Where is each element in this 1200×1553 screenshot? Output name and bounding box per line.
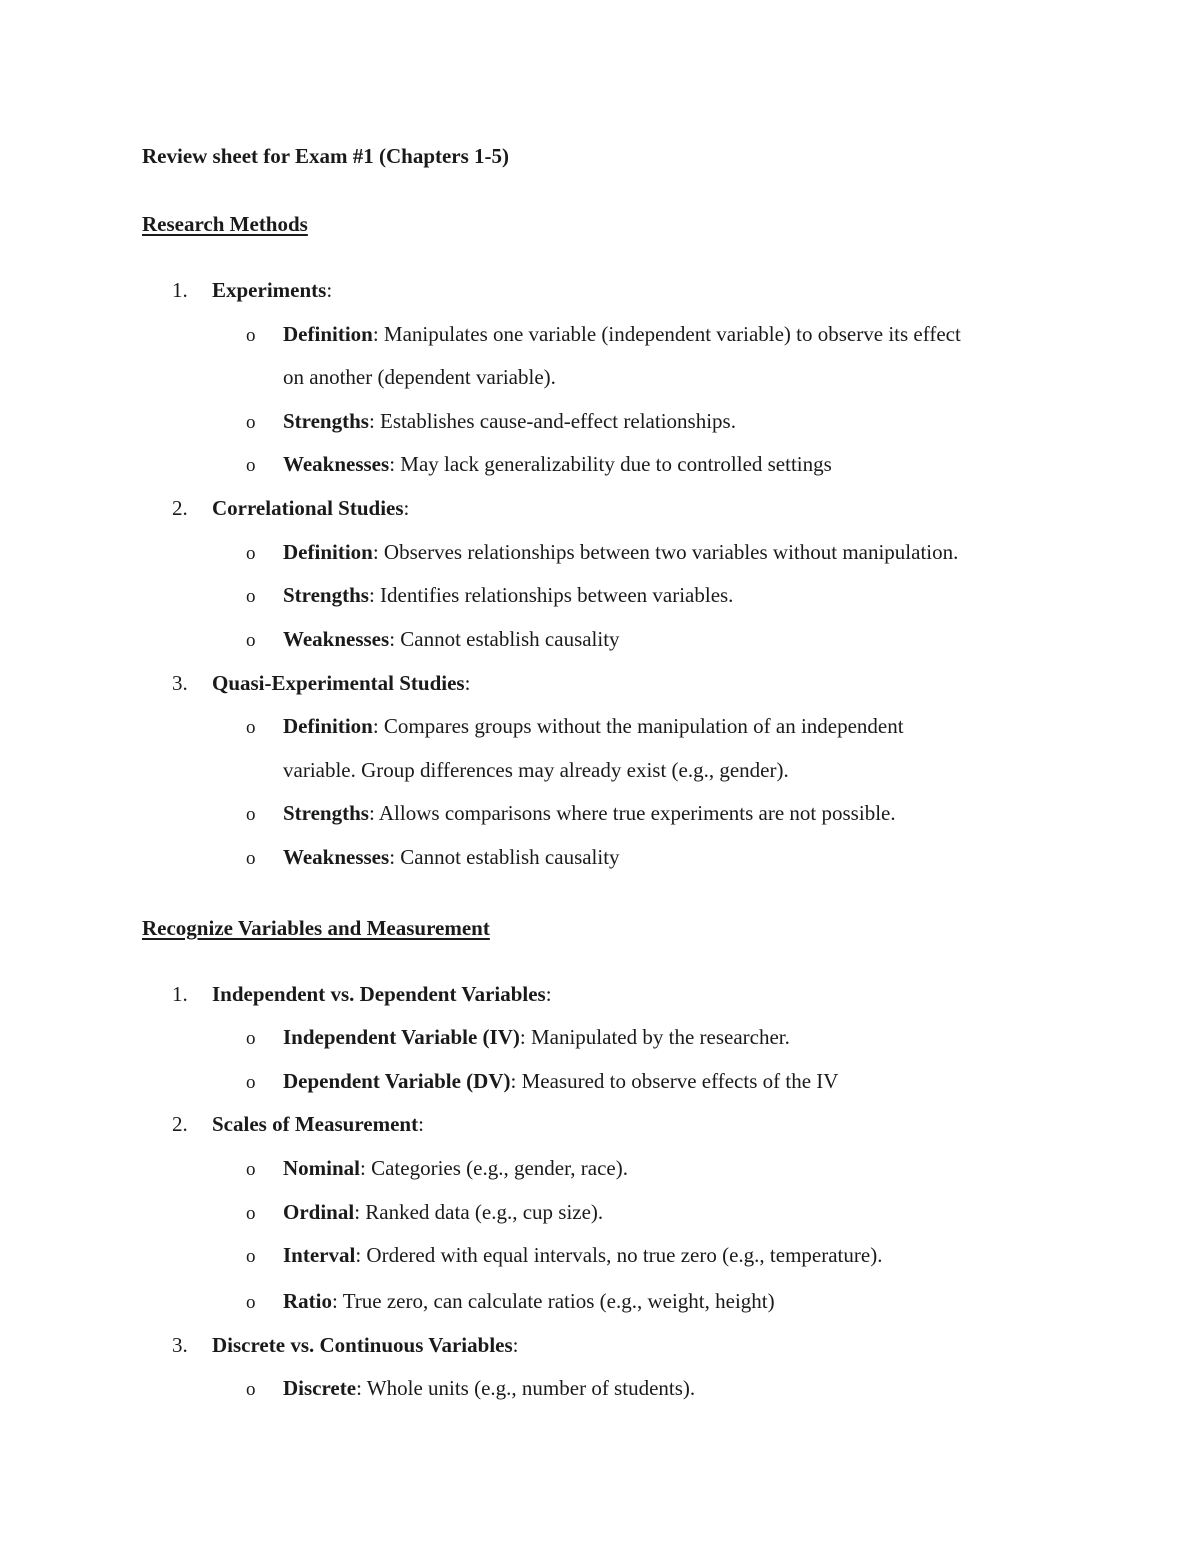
- list-item-discrete-continuous: [172, 1330, 519, 1360]
- bullet-icon: o: [246, 1292, 256, 1313]
- list-suffix: :: [326, 278, 333, 302]
- bullet-continuation: on another (dependent variable).: [283, 365, 556, 389]
- list-suffix: :: [418, 1112, 424, 1136]
- bullet-icon: o: [246, 586, 256, 607]
- bullet-text: : Ranked data (e.g., cup size).: [354, 1200, 604, 1224]
- bullet-text: : Manipulated by the researcher.: [519, 1025, 790, 1049]
- bullet-item: [246, 1373, 695, 1405]
- bullet-icon: o: [246, 717, 256, 738]
- bullet-item: [246, 1022, 790, 1054]
- bullet-text: : Whole units (e.g., number of students).: [356, 1376, 696, 1400]
- bullet-icon: o: [246, 1246, 256, 1267]
- bullet-item: [246, 537, 958, 569]
- bullet-term: Weaknesses: [283, 452, 390, 476]
- bullet-icon: o: [246, 455, 256, 476]
- bullet-item: [246, 842, 620, 874]
- list-suffix: :: [464, 671, 471, 695]
- bullet-icon: o: [246, 630, 256, 651]
- section-heading-research-methods: Research Methods: [142, 212, 308, 236]
- list-item-experiments: [172, 275, 332, 305]
- bullet-term: Dependent Variable (DV): [283, 1069, 511, 1093]
- bullet-icon: o: [246, 804, 256, 825]
- bullet-term: Weaknesses: [283, 627, 390, 651]
- list-item-correlational-studies: [172, 493, 409, 523]
- list-label: Discrete vs. Continuous Variables: [212, 1333, 513, 1357]
- bullet-text: : Compares groups without the manipulation of an independent: [372, 714, 904, 738]
- list-suffix: :: [403, 496, 410, 520]
- document-title: Review sheet for Exam #1 (Chapters 1-5): [142, 144, 510, 168]
- list-label: Correlational Studies: [212, 496, 404, 520]
- bullet-text: : Manipulates one variable (independent variable) to observe its effect: [372, 322, 961, 346]
- list-number: 2.: [172, 1112, 188, 1136]
- list-item-scales-of-measurement: [172, 1109, 424, 1139]
- bullet-icon: o: [246, 543, 256, 564]
- bullet-item: [246, 406, 736, 438]
- list-item-independent-dependent: [172, 979, 552, 1009]
- bullet-term: Discrete: [283, 1376, 357, 1400]
- bullet-item: [246, 449, 832, 481]
- bullet-text: : Ordered with equal intervals, no true zero (e.g., temperature).: [355, 1243, 883, 1267]
- list-number: 1.: [172, 278, 188, 302]
- bullet-item: [246, 319, 961, 351]
- bullet-term: Strengths: [283, 409, 369, 433]
- bullet-text: : Cannot establish causality: [389, 845, 620, 869]
- bullet-icon: o: [246, 1379, 256, 1400]
- bullet-text: : Allows comparisons where true experiments are not possible.: [368, 801, 896, 825]
- bullet-term: Interval: [283, 1243, 356, 1267]
- bullet-item: [246, 1197, 603, 1229]
- bullet-term: Definition: [283, 540, 373, 564]
- list-suffix: :: [512, 1333, 519, 1357]
- bullet-icon: o: [246, 1028, 256, 1049]
- bullet-term: Strengths: [283, 801, 369, 825]
- list-number: 3.: [172, 671, 188, 695]
- bullet-term: Independent Variable (IV): [283, 1025, 520, 1049]
- bullet-text: : May lack generalizability due to controlled settings: [389, 452, 832, 476]
- bullet-text: : Establishes cause-and-effect relationships.: [368, 409, 736, 433]
- bullet-item: [246, 580, 733, 612]
- section-heading-variables-measurement: Recognize Variables and Measurement: [142, 916, 490, 940]
- list-label: Experiments: [212, 278, 327, 302]
- list-number: 2.: [172, 496, 188, 520]
- bullet-term: Strengths: [283, 583, 369, 607]
- list-label: Scales of Measurement: [212, 1112, 419, 1136]
- bullet-item: [246, 711, 904, 743]
- list-number: 1.: [172, 982, 188, 1006]
- bullet-term: Nominal: [283, 1156, 361, 1180]
- list-label: Quasi-Experimental Studies: [212, 671, 465, 695]
- bullet-term: Weaknesses: [283, 845, 390, 869]
- bullet-icon: o: [246, 1159, 256, 1180]
- bullet-term: Ratio: [283, 1289, 332, 1313]
- bullet-icon: o: [246, 1072, 256, 1093]
- bullet-icon: o: [246, 412, 256, 433]
- bullet-item: [246, 1066, 838, 1098]
- bullet-text: : True zero, can calculate ratios (e.g., weight, height): [332, 1289, 775, 1313]
- bullet-icon: o: [246, 325, 256, 346]
- bullet-text: : Identifies relationships between variables.: [368, 583, 734, 607]
- bullet-term: Definition: [283, 714, 373, 738]
- bullet-item: [246, 624, 620, 656]
- bullet-item: [246, 1153, 628, 1185]
- bullet-text: : Measured to observe effects of the IV: [510, 1069, 839, 1093]
- bullet-continuation: variable. Group differences may already exist (e.g., gender).: [283, 758, 789, 782]
- bullet-text: : Observes relationships between two variables without manipulation.: [372, 540, 959, 564]
- bullet-item: [246, 1286, 775, 1318]
- bullet-text: : Categories (e.g., gender, race).: [360, 1156, 628, 1180]
- bullet-item: [246, 798, 896, 830]
- bullet-icon: o: [246, 1203, 256, 1224]
- bullet-icon: o: [246, 848, 256, 869]
- bullet-term: Definition: [283, 322, 373, 346]
- bullet-text: : Cannot establish causality: [389, 627, 620, 651]
- list-suffix: :: [545, 982, 552, 1006]
- list-item-quasi-experimental-studies: [172, 668, 470, 698]
- bullet-item: [246, 1240, 882, 1272]
- bullet-term: Ordinal: [283, 1200, 355, 1224]
- list-number: 3.: [172, 1333, 188, 1357]
- list-label: Independent vs. Dependent Variables: [212, 982, 546, 1006]
